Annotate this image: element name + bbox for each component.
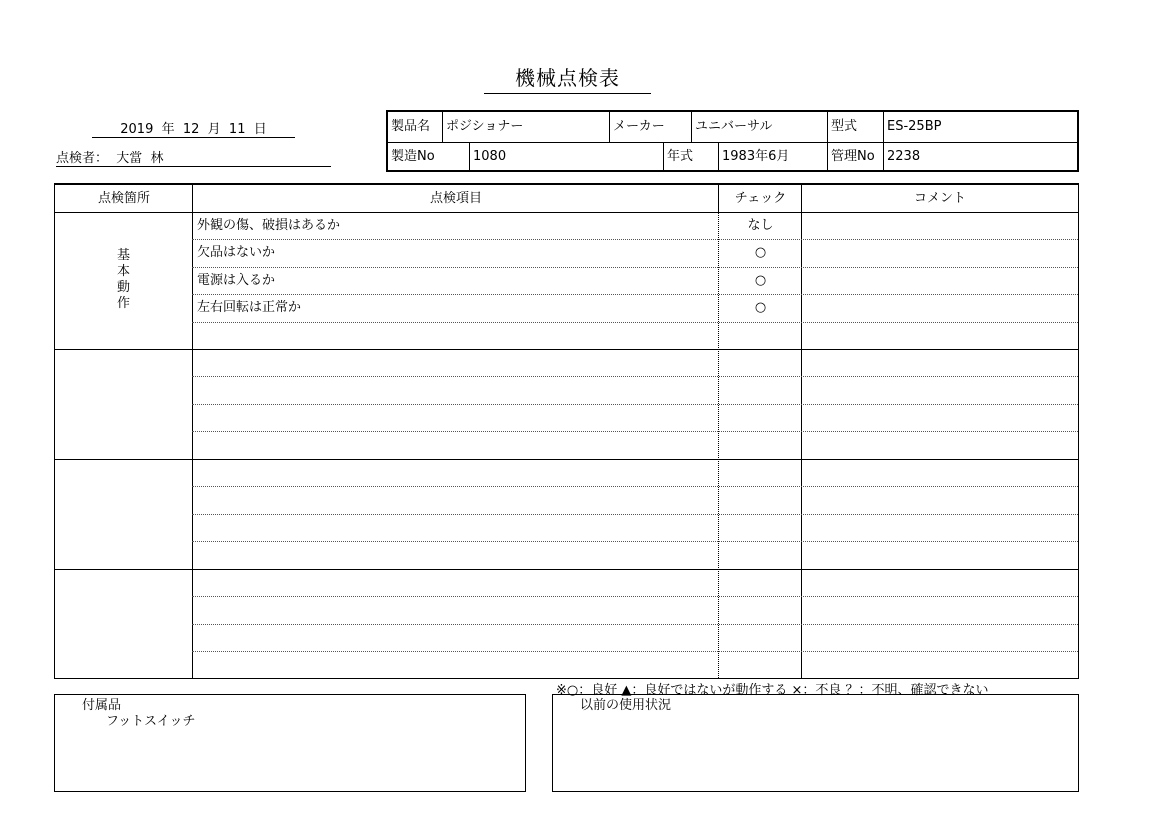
maker-value: ユニバーサル (692, 112, 828, 142)
row-divider (192, 431, 1078, 432)
inspection-item: 電源は入るか (197, 273, 276, 288)
row-divider (192, 267, 1078, 268)
mgmt-label: 管理No (828, 142, 884, 172)
previous-use-label: 以前の使用状況 (580, 698, 672, 713)
serial-label: 製造No (388, 142, 470, 172)
year-label: 年式 (664, 142, 719, 172)
group-label-char: 動 (116, 280, 130, 295)
inspection-date: 2019 年 12 月 11 日 (92, 118, 295, 138)
year-value: 1983年6月 (719, 142, 828, 172)
accessories-box (54, 694, 526, 792)
model-value: ES-25BP (887, 119, 942, 134)
row-divider (192, 239, 1078, 240)
group-divider (55, 569, 1078, 570)
product-name-label: 製品名 (388, 112, 443, 142)
col-divider (718, 185, 719, 212)
check-value: ○ (754, 245, 767, 260)
inspector-name: 点検者： 大當 林 (56, 147, 331, 167)
row-divider (192, 514, 1078, 515)
group-divider (55, 459, 1078, 460)
row-divider (192, 596, 1078, 597)
row-divider (192, 376, 1078, 377)
row-divider (192, 651, 1078, 652)
legend-note: ※○：良好 ▲：良好ではないが動作する ×：不良 ？：不明、確認できない (556, 683, 989, 698)
product-info-row-2 (388, 142, 1077, 172)
product-info-row-1 (388, 112, 1077, 143)
header-item: 点検項目 (429, 191, 482, 206)
inspection-table (54, 183, 1079, 679)
group-label-char: 本 (116, 264, 130, 279)
header-check: チェック (734, 191, 787, 206)
mgmt-value: 2238 (887, 149, 921, 164)
accessories-label: 付属品 (82, 698, 122, 713)
serial-value: 1080 (470, 142, 664, 172)
inspection-item: 欠品はないか (197, 245, 276, 260)
group-divider (55, 349, 1078, 350)
group-label-char: 基 (116, 248, 130, 263)
header-location: 点検箇所 (97, 191, 150, 206)
row-divider (192, 624, 1078, 625)
row-divider (192, 486, 1078, 487)
accessories-value: フットスイッチ (106, 714, 196, 729)
group-label-char: 作 (116, 296, 130, 311)
check-value: なし (747, 218, 774, 233)
header-comment: コメント (913, 191, 966, 206)
page-title: 機械点検表 (484, 62, 651, 94)
check-value: ○ (754, 273, 767, 288)
row-divider (192, 404, 1078, 405)
group-label-basic-operation (55, 248, 192, 312)
product-name-value: ポジショナー (443, 112, 610, 142)
inspection-item: 左右回転は正常か (197, 300, 302, 315)
product-info-box (386, 110, 1079, 172)
check-value: ○ (754, 300, 767, 315)
row-divider (192, 294, 1078, 295)
model-label: 型式 (828, 112, 884, 142)
maker-label: メーカー (610, 112, 692, 142)
inspection-item: 外観の傷、破損はあるか (197, 218, 341, 233)
row-divider (192, 541, 1078, 542)
row-divider (192, 322, 1078, 323)
